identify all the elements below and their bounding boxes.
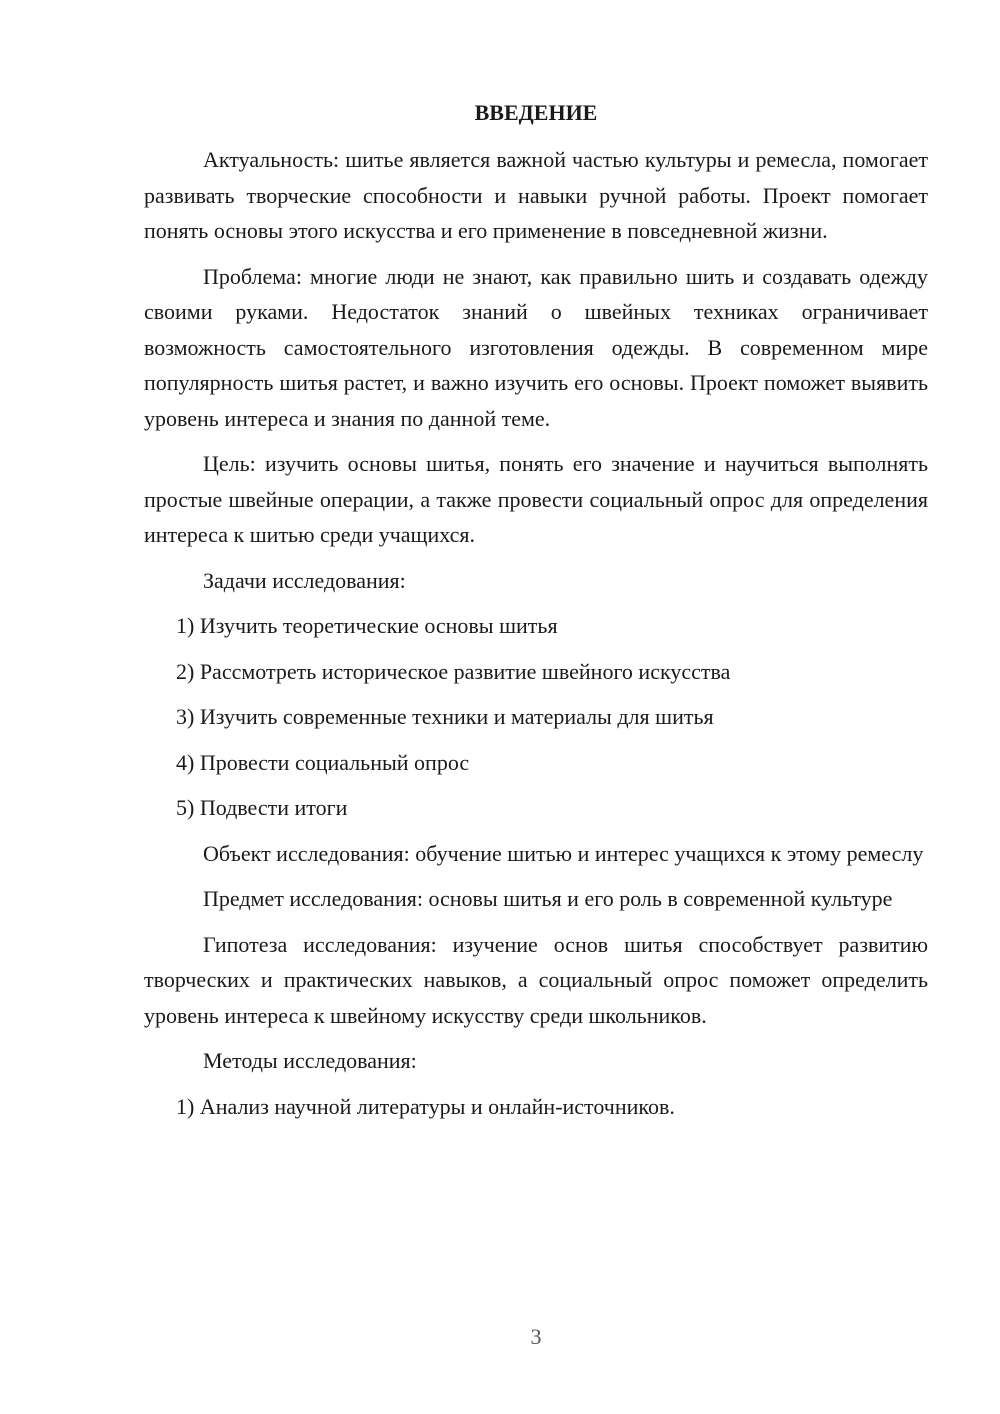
- page-number: 3: [530, 1324, 542, 1349]
- task-item: 1) Изучить теоретические основы шитья: [176, 613, 558, 638]
- relevance-paragraph: Актуальность: шитье является важной частью культуры и ремесла, помогает развивать творческие способности и навыки ручной работы. Проект помогает понять основы этого искусства и его применение в повседневной жизни.: [144, 147, 928, 243]
- page-title: ВВЕДЕНИЕ: [474, 100, 598, 125]
- problem-paragraph: Проблема: многие люди не знают, как правильно шить и создавать одежду своими руками. Недостаток знаний о швейных техниках ограничивает возможность самостоятельного изготовления одежды. В современном мире популярность шитья растет, и важно изучить его основы. Проект поможет выявить уровень интереса и знания по данной теме.: [144, 263, 928, 431]
- method-item: 1) Анализ научной литературы и онлайн-источников.: [176, 1093, 675, 1119]
- subject-paragraph: Предмет исследования: основы шитья и его роль в современной культуре: [203, 886, 893, 911]
- object-paragraph: Объект исследования: обучение шитью и интерес учащихся к этому ремеслу: [203, 840, 924, 866]
- page-content: [144, 95, 928, 1134]
- goal-paragraph: Цель: изучить основы шитья, понять его значение и научиться выполнять простые швейные операции, а также провести социальный опрос для определения интереса к шитью среди учащихся.: [144, 451, 928, 547]
- tasks-heading: Задачи исследования:: [203, 567, 406, 593]
- hypothesis-paragraph: Гипотеза исследования: изучение основ шитья способствует развитию творческих и практических навыков, а социальный опрос поможет определить уровень интереса к швейному искусству среди школьников.: [144, 931, 928, 1028]
- task-item: 4) Провести социальный опрос: [176, 749, 470, 775]
- task-item: 2) Рассмотреть историческое развитие швейного искусства: [176, 658, 731, 684]
- methods-heading: Методы исследования:: [203, 1048, 417, 1073]
- task-item: 5) Подвести итоги: [176, 795, 348, 820]
- task-item: 3) Изучить современные техники и материалы для шитья: [176, 704, 714, 729]
